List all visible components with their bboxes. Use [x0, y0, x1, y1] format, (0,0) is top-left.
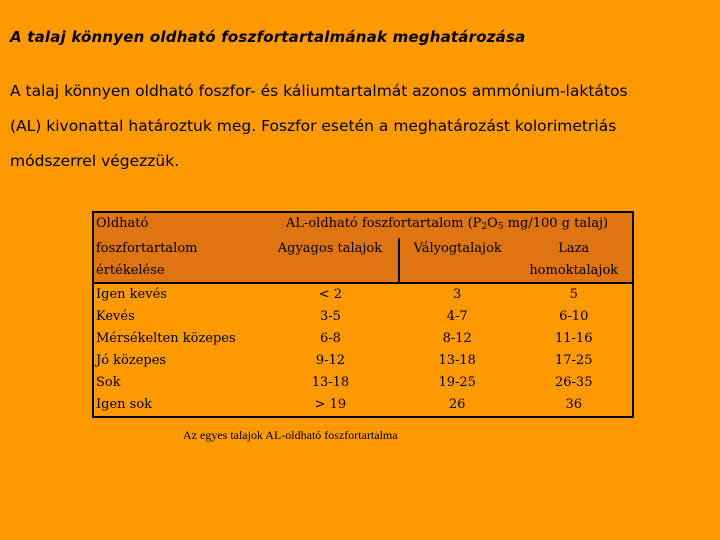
table-row — [93, 372, 633, 394]
intro-paragraph — [10, 74, 710, 179]
cell-loam: 8-12 — [399, 328, 516, 350]
header-col-sand: homoktalajok — [516, 260, 634, 283]
header-category: értékelése — [93, 260, 262, 283]
paragraph-line: A talaj könnyen oldható foszfor- és káliumtartalmát azonos ammónium-laktátos — [10, 82, 628, 100]
cell-clay: 3-5 — [262, 306, 399, 328]
cell-clay: < 2 — [262, 283, 399, 306]
cell-loam: 26 — [399, 394, 516, 417]
row-label: Mérsékelten közepes — [93, 328, 262, 350]
table-caption: Az egyes talajok AL-oldható foszfortartalma — [183, 428, 398, 442]
cell-clay: 13-18 — [262, 372, 399, 394]
page-title: A talaj könnyen oldható foszfortartalmának meghatározása — [10, 28, 526, 46]
table-row — [93, 283, 633, 306]
table-row — [93, 350, 633, 372]
header-empty — [262, 260, 399, 283]
row-label: Jó közepes — [93, 350, 262, 372]
cell-loam: 3 — [399, 283, 516, 306]
table-row — [93, 328, 633, 350]
header-empty — [399, 260, 516, 283]
header-col-loam: Vályogtalajok — [399, 238, 516, 260]
cell-loam: 19-25 — [399, 372, 516, 394]
cell-sand: 5 — [516, 283, 634, 306]
row-label: Kevés — [93, 306, 262, 328]
header-group — [262, 212, 633, 238]
cell-clay: 6-8 — [262, 328, 399, 350]
cell-loam: 13-18 — [399, 350, 516, 372]
table-row — [93, 394, 633, 417]
header-category: Oldható — [93, 212, 262, 238]
header-sub: 2 — [481, 222, 488, 232]
cell-sand: 17-25 — [516, 350, 634, 372]
header-col-clay: Agyagos talajok — [262, 238, 399, 260]
cell-sand: 6-10 — [516, 306, 634, 328]
table-header-row — [93, 212, 633, 238]
cell-sand: 26-35 — [516, 372, 634, 394]
cell-clay: 9-12 — [262, 350, 399, 372]
header-sub: 5 — [497, 222, 504, 232]
header-group-post: mg/100 g talaj) — [503, 216, 609, 231]
cell-sand: 36 — [516, 394, 634, 417]
phosphorus-table — [92, 211, 634, 418]
cell-sand: 11-16 — [516, 328, 634, 350]
row-label: Sok — [93, 372, 262, 394]
header-group-pre: AL-oldható foszfortartalom (P — [285, 216, 482, 231]
table-row — [93, 306, 633, 328]
header-group-mid: O — [487, 216, 498, 231]
table-header-row — [93, 260, 633, 283]
paragraph-line: (AL) kivonattal határoztuk meg. Foszfor esetén a meghatározást kolorimetriás — [10, 117, 617, 135]
paragraph-line: módszerrel végezzük. — [10, 152, 180, 170]
table-header-row — [93, 238, 633, 260]
cell-clay: > 19 — [262, 394, 399, 417]
row-label: Igen kevés — [93, 283, 262, 306]
cell-loam: 4-7 — [399, 306, 516, 328]
row-label: Igen sok — [93, 394, 262, 417]
header-col-sand: Laza — [516, 238, 634, 260]
header-category: foszfortartalom — [93, 238, 262, 260]
